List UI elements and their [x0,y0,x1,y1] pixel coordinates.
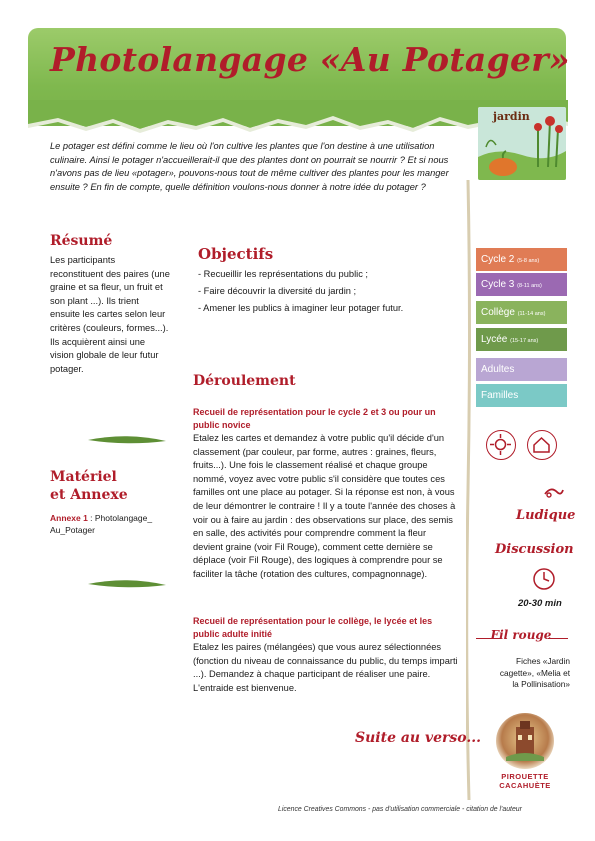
audience-age: (11-14 ans) [517,311,546,317]
audience-label: Familles [481,390,519,401]
annexe-label: Annexe 1 [50,513,88,523]
section-1-text: Etalez les cartes et demandez à votre public qu'il décide d'un classement (par couleur, par forme, autres : graines, fleurs, fruits...). Une fois le classement réalisé et chaque groupe nommé, voyez avec votre public s'il considère que toutes ces familles ont une place au potager. Si la réponse est non, à vous de leur démontrer le contraire ! Il y a toute l'année des choses à voir ou à faire au jardin : des observations sur place, des semis en salle, des activités pour comprendre comment la fleur devient graine (voir Fil Rouge), comment cette dernière se déplace (voir Fil Rouge), des logiques à comprendre pour se faciliter la tâche (rotation des cultures, compagnonnage). [193,433,456,579]
logo-line-1: PIROUETTE [501,772,549,781]
audience-cycle-2 [476,248,567,271]
materiel-title-line1: Matériel [50,469,117,485]
clock-icon [532,567,556,591]
section-2-title: Recueil de représentation pour le collège, le lycée et les public adulte initié [193,616,433,639]
objectif-item: - Recueillir les représentations du public ; [198,269,369,279]
audience-cycle-3 [476,273,567,296]
ludique-label: Ludique [516,508,576,523]
fil-rouge-text: Fiches «Jardin cagette», «Melia et la Pollinisation» [499,656,570,689]
materiel-title [50,468,128,504]
objectifs-title: Objectifs [198,245,274,263]
section-2-text: Etalez les paires (mélangées) que vous aurez sélectionnées (fonction du niveau de connaissance du public, du temps imparti ...). Demandez à chaque participant de réaliser une paire. L'entraide est bienvenue. [193,642,458,693]
audience-age: (5-8 ans) [517,258,540,264]
fil-rouge-title: Fil rouge [490,628,552,642]
objectif-item: - Amener les publics à imaginer leur potager futur. [198,303,404,313]
intro-text: Le potager est défini comme le lieu où l'on cultive les plantes que l'on destine à une utilisation culinaire. Ainsi le potager n'accueillerait-il que des plantes dont on pourrait se nourrir ? Et si nous n'avons pas de lieu «potager», pouvons-nous tout de même cultiver des plantes pour les manger ensuite ? En fin de compte, quelle définition voulons-nous donner à notre idée du potager ? [50,141,449,192]
dice-game-icon [543,486,565,500]
suite-au-verso: Suite au verso... [355,730,481,746]
indoor-house-icon [527,430,557,460]
logo-line-2: CACAHUÈTE [499,781,551,790]
audience-age: (15-17 ans) [510,338,539,344]
annexe-value: Photolangage_ Au_Potager [50,513,153,535]
audience-age: (8-11 ans) [517,283,542,289]
pirouette-logo [496,713,554,769]
theme-label: jardin [493,110,530,123]
licence-footer: Licence Creatives Commons - pas d'utilisation commerciale - citation de l'auteur [278,806,522,813]
audience-familles [476,384,567,407]
duration-text: 20-30 min [518,598,562,609]
section-1-title: Recueil de représentation pour le cycle 2 et 3 ou pour un public novice [193,407,436,430]
resume-title: Résumé [50,233,113,249]
objectif-item: - Faire découvrir la diversité du jardin ; [198,286,357,296]
annexe-separator: : [87,513,95,523]
leaf-divider-icon [88,578,166,590]
audience-adultes [476,358,567,381]
audience-college [476,301,567,324]
page-title: Photolangage «Au Potager» [50,40,570,79]
resume-text: Les participants reconstituent des paires (une graine et sa fleur, un fruit et son plant ...). Ils trient ensuite les cartes selon leur critères (couleurs, formes...). Ils acquièrent ainsi une vision globale de leur futur potager. [50,255,170,374]
outdoor-icon [486,430,516,460]
audience-label: Collège [481,307,515,318]
vertical-ribbon [466,180,472,800]
deroulement-section-2 [193,615,458,695]
deroulement-section-1 [193,406,458,582]
logo-text [478,772,572,790]
audience-label: Lycée [481,334,508,345]
materiel-title-line2: et Annexe [50,487,128,503]
audience-label: Cycle 3 [481,279,515,290]
audience-label: Adultes [481,364,515,375]
annexe-reference [50,512,180,536]
deroulement-title: Déroulement [193,373,296,389]
objectifs-list [198,266,458,317]
leaf-divider-icon [88,434,166,446]
audience-label: Cycle 2 [481,254,515,265]
discussion-label: Discussion [495,542,574,557]
audience-lycee [476,328,567,351]
